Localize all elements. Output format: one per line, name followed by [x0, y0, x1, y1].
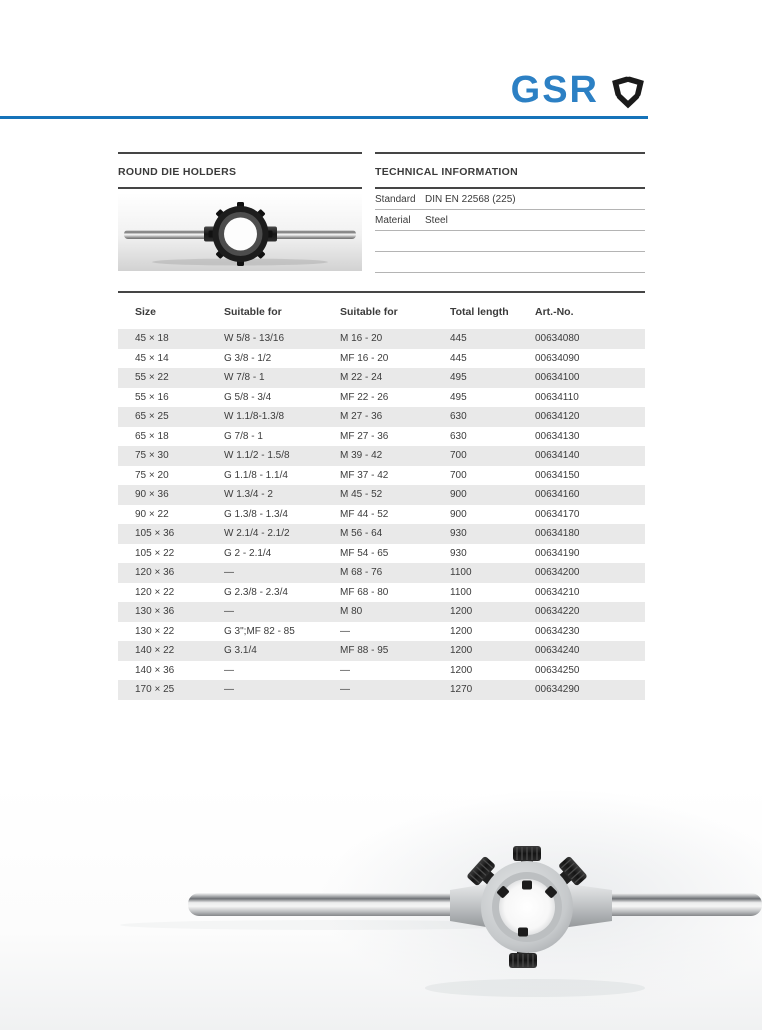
table-cell: 00634120 — [535, 407, 645, 427]
table-cell: W 7/8 - 1 — [224, 368, 340, 388]
table-cell: 55 × 16 — [135, 391, 169, 403]
table-cell: G 3/8 - 1/2 — [224, 352, 272, 364]
info-row — [375, 231, 645, 252]
table-cell: 700 — [450, 446, 535, 466]
info-label: Standard — [375, 193, 416, 205]
table-row — [118, 622, 645, 642]
table-cell: 00634190 — [535, 547, 580, 559]
table-cell: M 45 - 52 — [340, 485, 450, 505]
table-header-row — [118, 293, 645, 329]
product-section — [118, 152, 362, 271]
table-cell: 00634090 — [535, 352, 580, 364]
table-cell: 65 × 25 — [118, 407, 224, 427]
info-label: Material — [375, 214, 411, 226]
table-cell: W 2.1/4 - 2.1/2 — [224, 524, 340, 544]
info-value: DIN EN 22568 (225) — [425, 193, 516, 205]
table-cell: 170 × 25 — [118, 680, 224, 700]
table-cell: — — [224, 563, 340, 583]
table-cell: 00634160 — [535, 485, 645, 505]
table-cell: 00634180 — [535, 524, 645, 544]
table-cell: — — [340, 680, 450, 700]
table-cell: W 1.1/8-1.3/8 — [224, 407, 340, 427]
table-cell: 140 × 36 — [135, 664, 175, 676]
table-cell: 140 × 22 — [118, 641, 224, 661]
table-cell: 105 × 36 — [118, 524, 224, 544]
table-cell: 1100 — [450, 563, 535, 583]
table-cell: 00634140 — [535, 446, 645, 466]
table-cell: 75 × 20 — [135, 469, 169, 481]
table-cell: 55 × 22 — [118, 368, 224, 388]
column-header-size: Size — [135, 306, 157, 318]
die-holder-large-photo — [0, 780, 762, 1030]
table-cell: 930 — [450, 524, 535, 544]
table-cell: 65 × 18 — [135, 430, 169, 442]
table-cell: 1200 — [450, 664, 473, 676]
gsr-logo-text: GSR — [510, 69, 599, 111]
table-cell: — — [224, 680, 340, 700]
table-cell: 00634250 — [535, 664, 580, 676]
table-cell: G 2 - 2.1/4 — [224, 547, 272, 559]
table-cell: 445 — [450, 329, 535, 349]
column-header-total-length: Total length — [450, 306, 509, 318]
table-cell: 130 × 36 — [118, 602, 224, 622]
table-cell: 1200 — [450, 625, 473, 637]
table-cell: 00634230 — [535, 625, 580, 637]
table-cell: 45 × 18 — [118, 329, 224, 349]
table-cell: 00634220 — [535, 602, 645, 622]
table-row — [118, 544, 645, 564]
table-cell: 00634210 — [535, 586, 580, 598]
table-row — [118, 602, 645, 622]
table-row — [118, 661, 645, 681]
table-cell: 630 — [450, 430, 467, 442]
table-cell: 930 — [450, 547, 467, 559]
gsr-trident-icon — [608, 68, 648, 112]
technical-title-box — [375, 152, 645, 189]
table-cell: W 1.1/2 - 1.5/8 — [224, 446, 340, 466]
table-cell: 120 × 36 — [118, 563, 224, 583]
table-cell: 45 × 14 — [135, 352, 169, 364]
table-cell: M 22 - 24 — [340, 368, 450, 388]
column-header-art-no: Art.-No. — [535, 306, 574, 318]
table-cell: G 3";MF 82 - 85 — [224, 625, 295, 637]
table-cell: — — [224, 602, 340, 622]
info-row — [375, 252, 645, 273]
table-cell: W 5/8 - 13/16 — [224, 329, 340, 349]
table-cell: 445 — [450, 352, 467, 364]
table-cell: 1200 — [450, 641, 535, 661]
table-cell: 1200 — [450, 602, 535, 622]
table-row — [118, 485, 645, 505]
table-cell: G 1.1/8 - 1.1/4 — [224, 469, 288, 481]
table-row — [118, 505, 645, 525]
table-cell: 130 × 22 — [135, 625, 175, 637]
column-header-suitable-for-1: Suitable for — [224, 306, 282, 318]
table-cell: 00634150 — [535, 469, 580, 481]
table-row — [118, 368, 645, 388]
table-cell: MF 88 - 95 — [340, 641, 450, 661]
table-cell: 630 — [450, 407, 535, 427]
table-row — [118, 446, 645, 466]
table-row — [118, 388, 645, 408]
product-title-box — [118, 152, 362, 189]
table-cell: 00634080 — [535, 329, 645, 349]
table-row — [118, 524, 645, 544]
table-cell: 90 × 22 — [135, 508, 169, 520]
table-cell: MF 37 - 42 — [340, 469, 389, 481]
table-cell: MF 44 - 52 — [340, 508, 389, 520]
table-row — [118, 427, 645, 447]
table-cell: G 1.3/8 - 1.3/4 — [224, 508, 288, 520]
holders-table — [118, 291, 645, 700]
brand-logo — [0, 66, 648, 114]
table-cell: 90 × 36 — [118, 485, 224, 505]
table-row — [118, 563, 645, 583]
table-cell: M 39 - 42 — [340, 446, 450, 466]
technical-title: TECHNICAL INFORMATION — [375, 166, 518, 178]
table-cell: M 27 - 36 — [340, 407, 450, 427]
table-row — [118, 641, 645, 661]
table-cell: 00634130 — [535, 430, 580, 442]
table-cell: G 2.3/8 - 2.3/4 — [224, 586, 288, 598]
technical-section — [375, 152, 645, 273]
table-cell: 1270 — [450, 680, 535, 700]
table-cell: M 56 - 64 — [340, 524, 450, 544]
table-cell: 00634170 — [535, 508, 580, 520]
table-cell: — — [224, 664, 234, 676]
table-cell: G 5/8 - 3/4 — [224, 391, 272, 403]
table-cell: W 1.3/4 - 2 — [224, 485, 340, 505]
table-cell: 00634100 — [535, 368, 645, 388]
table-cell: MF 54 - 65 — [340, 547, 389, 559]
table-cell: 105 × 22 — [135, 547, 175, 559]
info-row — [375, 210, 645, 231]
table-row — [118, 680, 645, 700]
table-cell: M 68 - 76 — [340, 563, 450, 583]
info-value: Steel — [425, 214, 448, 226]
table-cell: 700 — [450, 469, 467, 481]
column-header-suitable-for-2: Suitable for — [340, 306, 398, 318]
table-row — [118, 329, 645, 349]
table-cell: 00634200 — [535, 563, 645, 583]
table-cell: 00634290 — [535, 680, 645, 700]
table-row — [118, 349, 645, 369]
table-row — [118, 407, 645, 427]
table-cell: — — [340, 625, 350, 637]
table-cell: 1100 — [450, 586, 472, 598]
table-cell: 495 — [450, 391, 467, 403]
tech-info-table — [375, 189, 645, 273]
table-cell: — — [340, 664, 350, 676]
table-cell: MF 22 - 26 — [340, 391, 389, 403]
table-cell: 75 × 30 — [118, 446, 224, 466]
table-cell: 900 — [450, 508, 467, 520]
table-cell: 120 × 22 — [135, 586, 175, 598]
table-cell: MF 16 - 20 — [340, 352, 389, 364]
info-row — [375, 189, 645, 210]
round-die-holder-photo — [118, 193, 362, 271]
table-cell: M 80 — [340, 602, 450, 622]
table-cell: G 7/8 - 1 — [224, 430, 263, 442]
table-cell: 495 — [450, 368, 535, 388]
header-divider — [0, 116, 648, 119]
table-cell: 00634110 — [535, 391, 579, 403]
table-cell: M 16 - 20 — [340, 329, 450, 349]
holders-table-body — [118, 329, 645, 700]
page-title: ROUND DIE HOLDERS — [118, 166, 237, 178]
table-cell: MF 27 - 36 — [340, 430, 389, 442]
table-row — [118, 466, 645, 486]
table-cell: G 3.1/4 — [224, 641, 340, 661]
table-cell: MF 68 - 80 — [340, 586, 389, 598]
table-cell: 900 — [450, 485, 535, 505]
table-cell: 00634240 — [535, 641, 645, 661]
table-row — [118, 583, 645, 603]
